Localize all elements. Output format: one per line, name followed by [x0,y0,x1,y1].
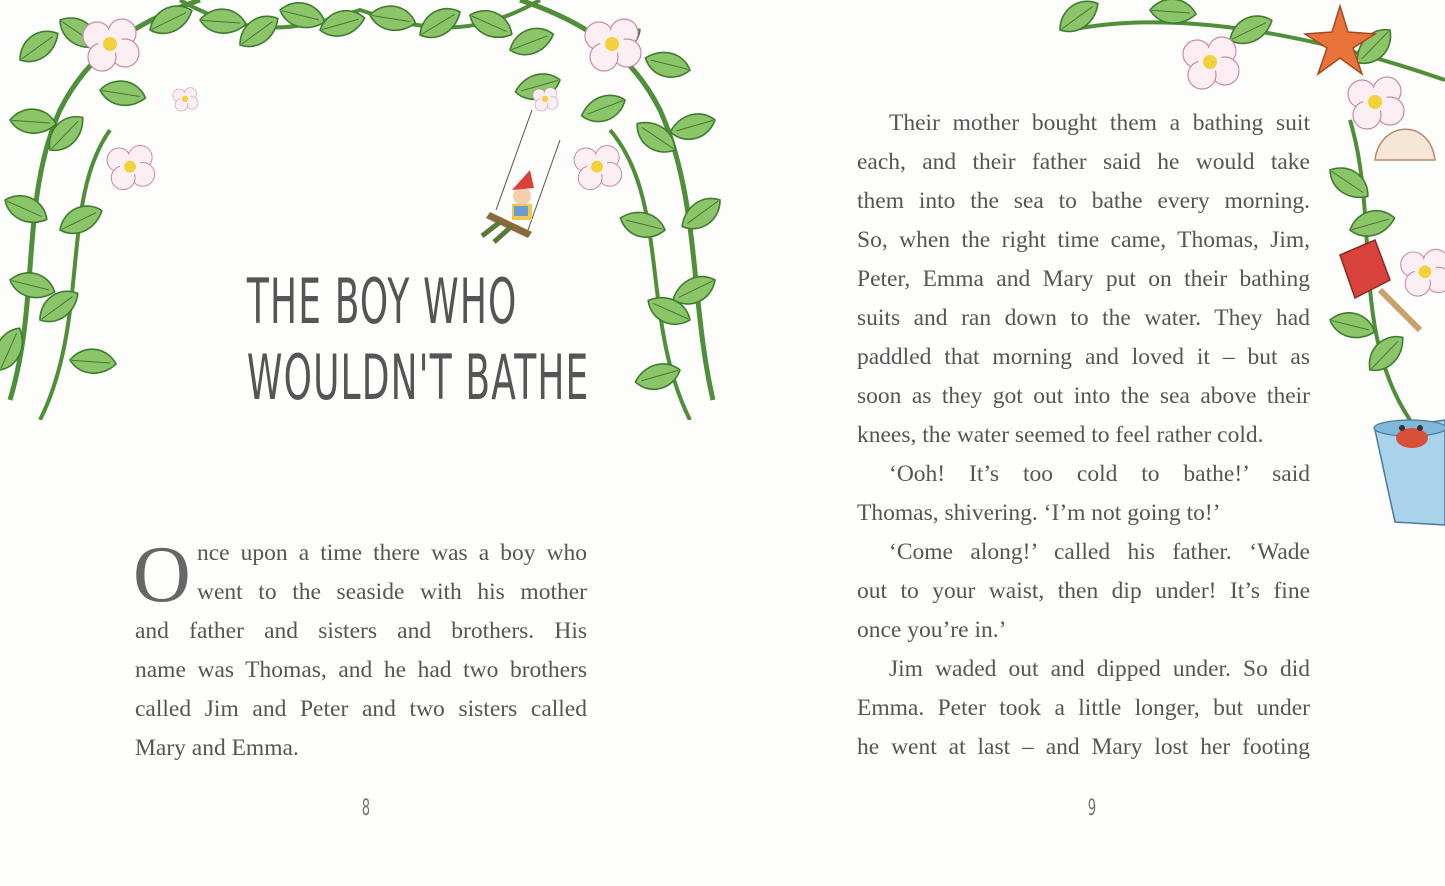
text-line: Mary and Emma. [135,735,299,761]
text-line: knees, the water seemed to feel rather cold. [857,422,1264,448]
drop-cap: O [133,531,191,619]
text-line: and father and sisters and brothers. His [135,618,587,644]
text-line: paddled that morning and loved it – but as [857,344,1310,370]
page-number-right: 9 [1087,796,1097,821]
chapter-title-line1: THE BOY WHO [246,264,518,338]
chapter-title [246,264,590,416]
text-line: he went at last – and Mary lost her footing [857,734,1310,760]
text-line: out to your waist, then dip under! It’s fine [857,578,1310,604]
page-number-left: 8 [361,796,371,821]
text-line: ‘Ooh! It’s too cold to bathe!’ said [889,461,1310,487]
text-line: nce upon a time there was a boy who [197,540,587,566]
text-line: Thomas, shivering. ‘I’m not going to!’ [857,500,1221,526]
text-line: Jim waded out and dipped under. So did [889,656,1310,682]
elf-on-swing-illustration [482,110,560,242]
text-line: them into the sea to bathe every morning. [857,188,1310,214]
text-line: name was Thomas, and he had two brothers [135,657,587,683]
text-line: soon as they got out into the sea above their [857,383,1310,409]
text-line: Their mother bought them a bathing suit [889,110,1310,136]
left-body-text [133,531,587,768]
right-body-text [857,104,1310,767]
text-line: Emma. Peter took a little longer, but under [857,695,1310,721]
text-line: Peter, Emma and Mary put on their bathing [857,266,1310,292]
text-line: So, when the right time came, Thomas, Jim, [857,227,1310,253]
chapter-title-line2: WOULDN'T BATHE [246,340,590,414]
text-line: once you’re in.’ [857,617,1007,643]
text-line: ‘Come along!’ called his father. ‘Wade [889,539,1310,565]
text-line: went to the seaside with his mother [197,579,587,605]
text-line: each, and their father said he would take [857,149,1310,175]
text-line: called Jim and Peter and two sisters called [135,696,587,722]
text-line: suits and ran down to the water. They had [857,305,1310,331]
